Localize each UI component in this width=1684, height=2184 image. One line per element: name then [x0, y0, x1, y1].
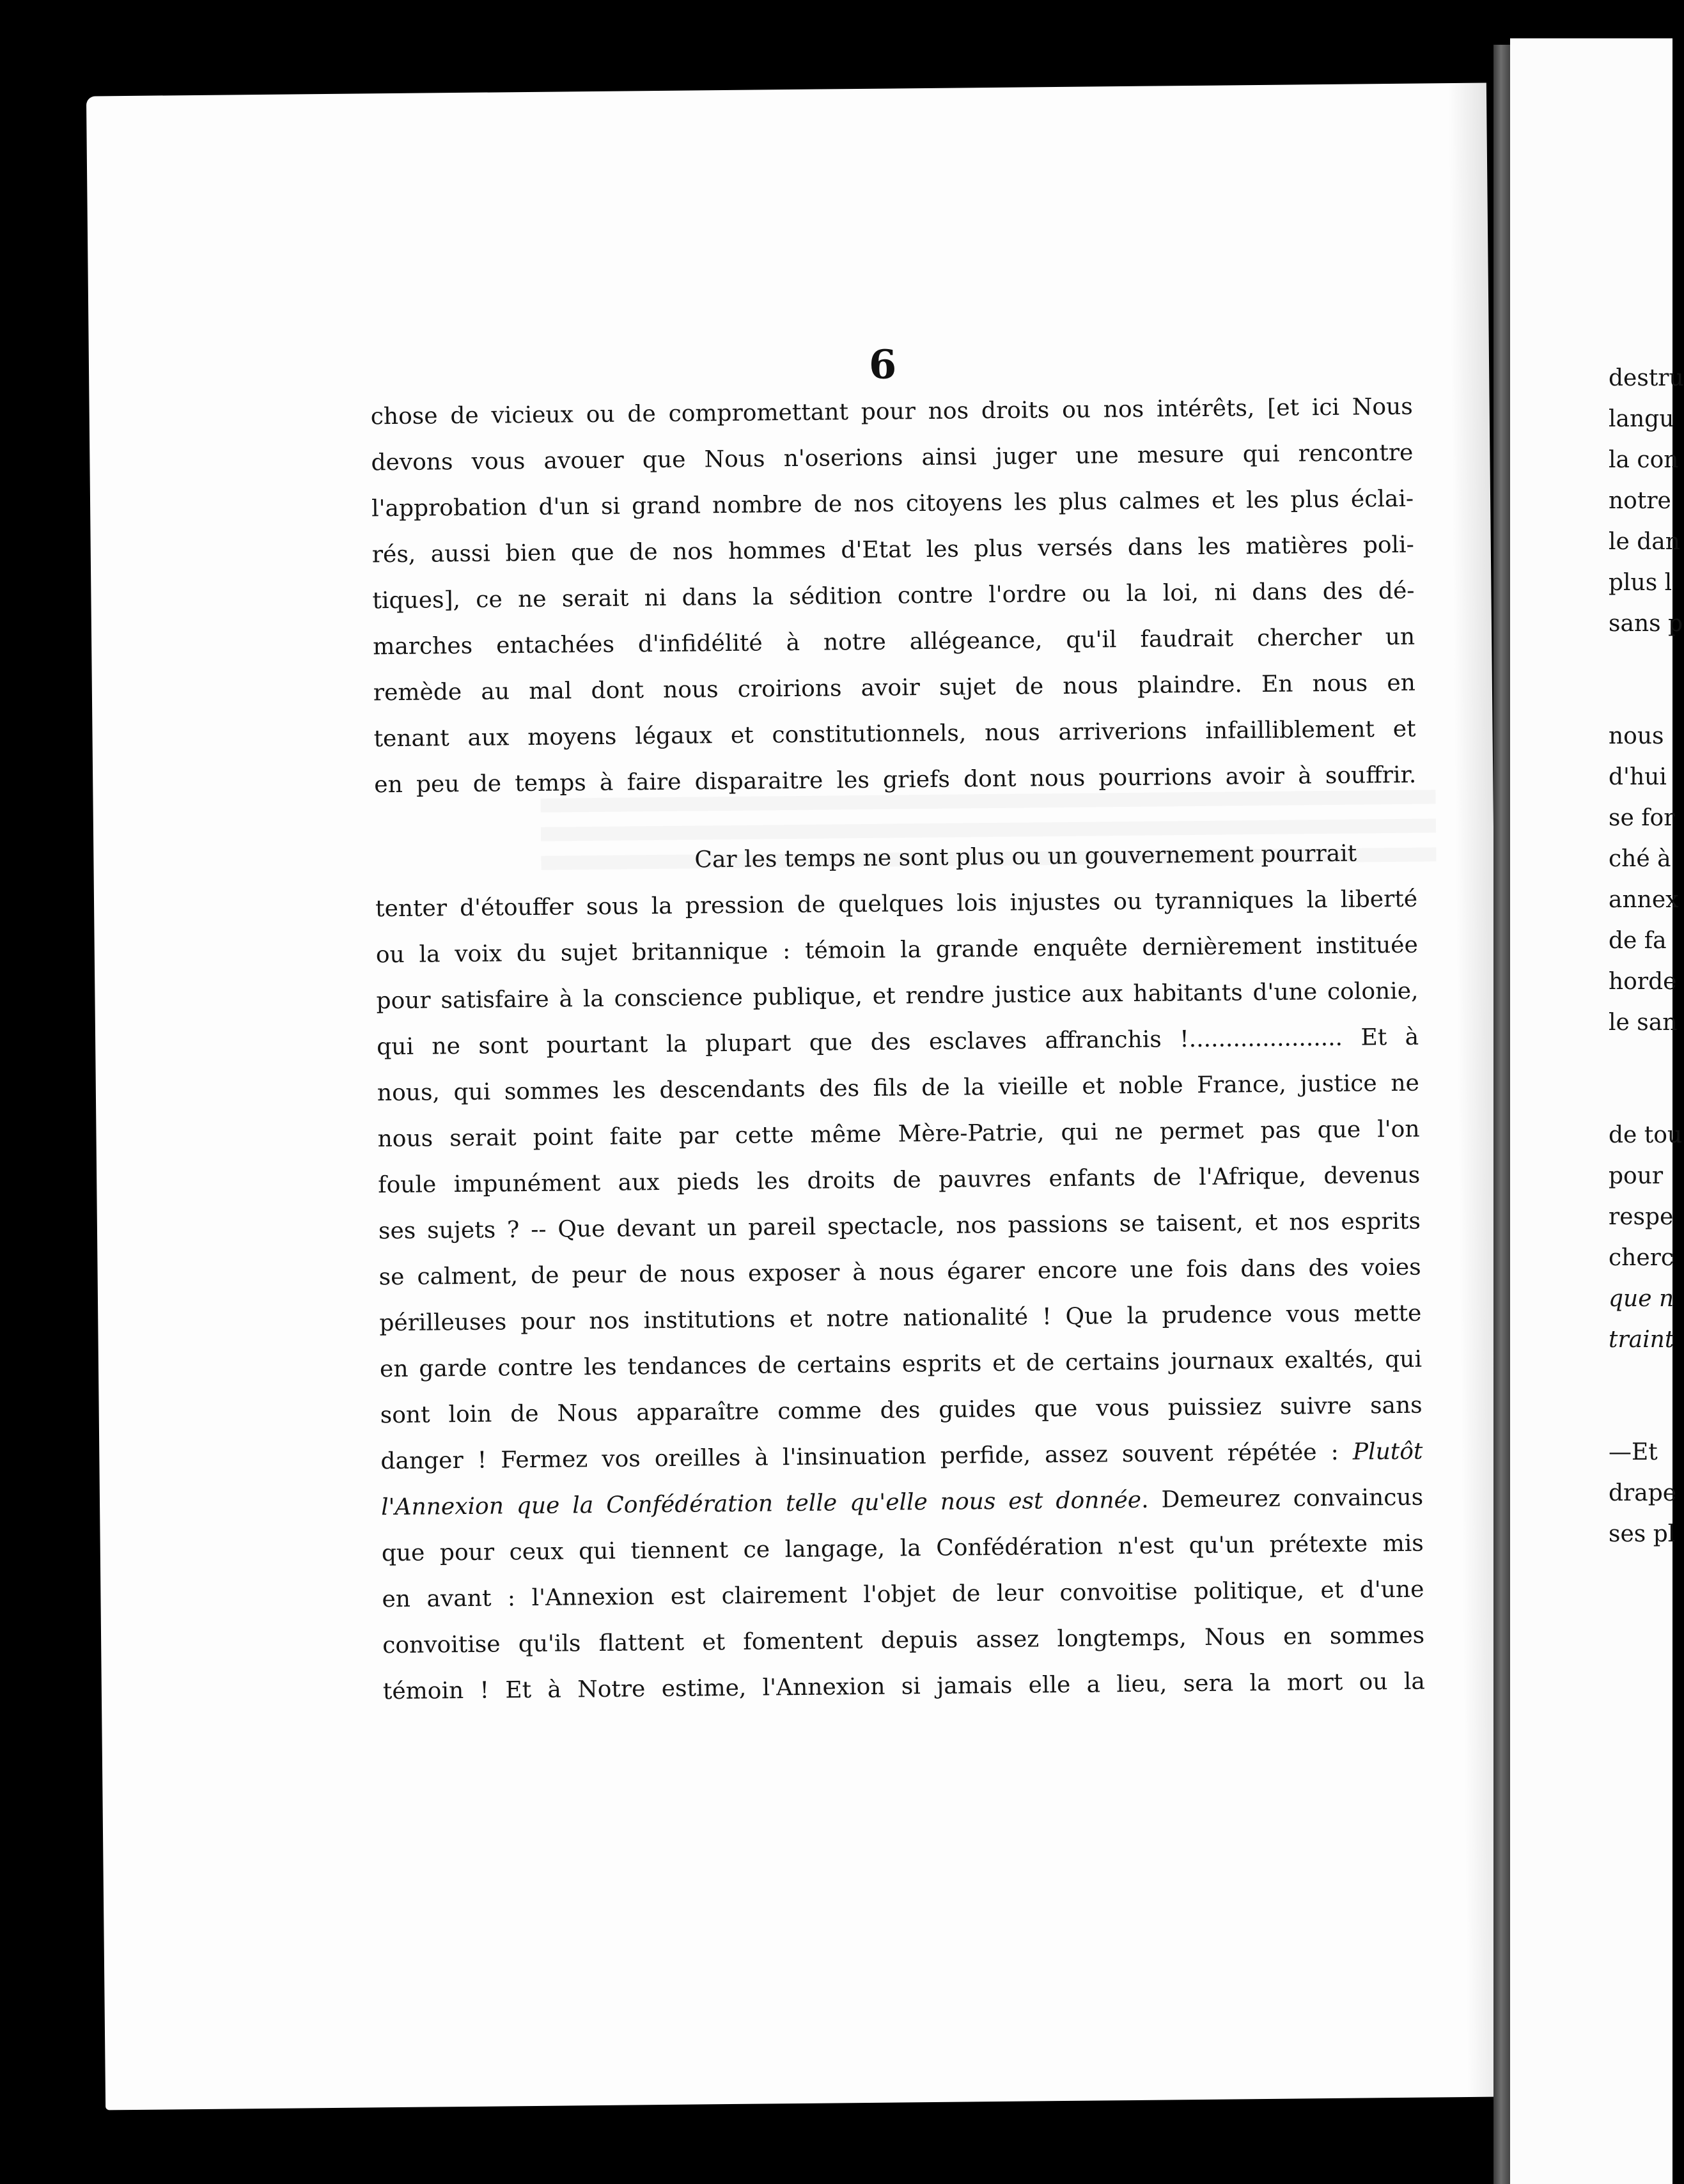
text-line: plus l: [1609, 570, 1672, 596]
text-line: en peu de temps à faire disparaitre les griefs dont nous pourrions avoir à souffrir.: [374, 761, 1417, 799]
text-line: que n: [1609, 1286, 1674, 1312]
book-gutter: [1493, 45, 1510, 2184]
text-line: ses pl: [1609, 1521, 1676, 1547]
text-line: tiques], ce ne serait ni dans la sédition contre l'ordre ou la loi, ni dans des dé-: [372, 577, 1415, 614]
text-line: chose de vicieux ou de compromettant pour nos droits ou nos intérêts, [et ici Nous: [370, 393, 1413, 430]
text-line: que pour ceux qui tiennent ce langage, la Confédération n'est qu'un prétexte mis: [381, 1530, 1424, 1567]
text-line: marches entachées d'infidélité à notre allégeance, qu'il faudrait chercher un: [373, 623, 1415, 660]
text-line: nous: [1609, 723, 1664, 749]
text-line: remède au mal dont nous croirions avoir sujet de nous plaindre. En nous en: [373, 669, 1416, 706]
text-line: périlleuses pour nos institutions et notre nationalité ! Que la prudence vous mette: [379, 1300, 1422, 1337]
text-line: de tou: [1609, 1122, 1683, 1148]
text-line: rés, aussi bien que de nos hommes d'Etat les plus versés dans les matières poli-: [371, 531, 1414, 568]
text-line: se calment, de peur de nous exposer à nous égarer encore une fois dans des voies: [378, 1254, 1421, 1291]
body-text: [370, 384, 1425, 1715]
italic-fragment: Plutôt: [1352, 1438, 1423, 1465]
text-line: —Et: [1609, 1439, 1658, 1465]
text-line: devons vous avouer que Nous n'oserions ainsi juger une mesure qui rencontre: [371, 439, 1414, 476]
text-line: l'approbation d'un si grand nombre de nos citoyens les plus calmes et les plus éclai-: [371, 485, 1414, 522]
italic-fragment: l'Annexion que la Confédération telle qu'elle nous est donnée: [380, 1486, 1142, 1521]
text-line: se for: [1609, 805, 1675, 831]
text-line: notre: [1609, 488, 1671, 514]
text-line: ses sujets ? -- Que devant un pareil spectacle, nos passions se taisent, et nos esprits: [378, 1208, 1421, 1245]
text-line: pour: [1609, 1163, 1664, 1189]
text-line: drape: [1609, 1480, 1677, 1506]
text-line: foule impunément aux pieds les droits de pauvres enfants de l'Afrique, devenus: [378, 1162, 1421, 1199]
text-line: sont loin de Nous apparaître comme des guides que vous puissiez suivre sans: [380, 1392, 1423, 1429]
text-line: respe: [1609, 1204, 1674, 1230]
text-line: de fa: [1609, 928, 1667, 954]
text-line: pour satisfaire à la conscience publique, et rendre justice aux habitants d'une colonie,: [376, 978, 1419, 1015]
text-line: langu: [1609, 406, 1674, 432]
text-fragment: danger ! Fermez vos oreilles à l'insinuation perfide, assez souvent répétée :: [380, 1439, 1353, 1475]
text-fragment: . Demeurez convaincus: [1141, 1484, 1424, 1513]
text-line: nous serait point faite par cette même Mère-Patrie, qui ne permet pas que l'on: [377, 1116, 1420, 1153]
left-page: [86, 83, 1506, 2110]
text-line: Car les temps ne sont plus ou un gouvernement pourrait: [694, 840, 1357, 873]
text-line: qui ne sont pourtant la plupart que des esclaves affranchis !..................... Et à: [377, 1024, 1419, 1061]
text-line: témoin ! Et à Notre estime, l'Annexion si jamais elle a lieu, sera la mort ou la: [382, 1668, 1426, 1705]
text-line: sans p: [1609, 611, 1683, 637]
text-line: le dan: [1609, 529, 1680, 555]
text-line: tenter d'étouffer sous la pression de quelques lois injustes ou tyranniques la liberté: [375, 885, 1418, 923]
text-line: tenant aux moyens légaux et constitutionnels, nous arriverions infailliblement et: [373, 715, 1416, 753]
text-line: nous, qui sommes les descendants des fils de la vieille et noble France, justice ne: [377, 1070, 1420, 1107]
text-line: cherc: [1609, 1245, 1674, 1271]
text-line: ché à: [1609, 846, 1671, 872]
page-number: 6: [868, 341, 897, 388]
text-line: le san: [1609, 1010, 1678, 1036]
text-line: horde: [1609, 969, 1677, 995]
text-line: traint: [1609, 1327, 1674, 1353]
text-line: la con: [1609, 447, 1679, 473]
text-line: ou la voix du sujet britannique : témoin la grande enquête dernièrement instituée: [375, 932, 1418, 969]
text-line: annex: [1609, 887, 1679, 913]
text-line: destru: [1609, 365, 1684, 391]
text-line: d'hui: [1609, 764, 1667, 790]
text-line: en garde contre les tendances de certains esprits et de certains journaux exaltés, qui: [379, 1346, 1423, 1383]
text-line: convoitise qu'ils flattent et fomentent depuis assez longtemps, Nous en sommes: [382, 1622, 1425, 1659]
text-line: en avant : l'Annexion est clairement l'objet de leur convoitise politique, et d'une: [382, 1576, 1424, 1613]
